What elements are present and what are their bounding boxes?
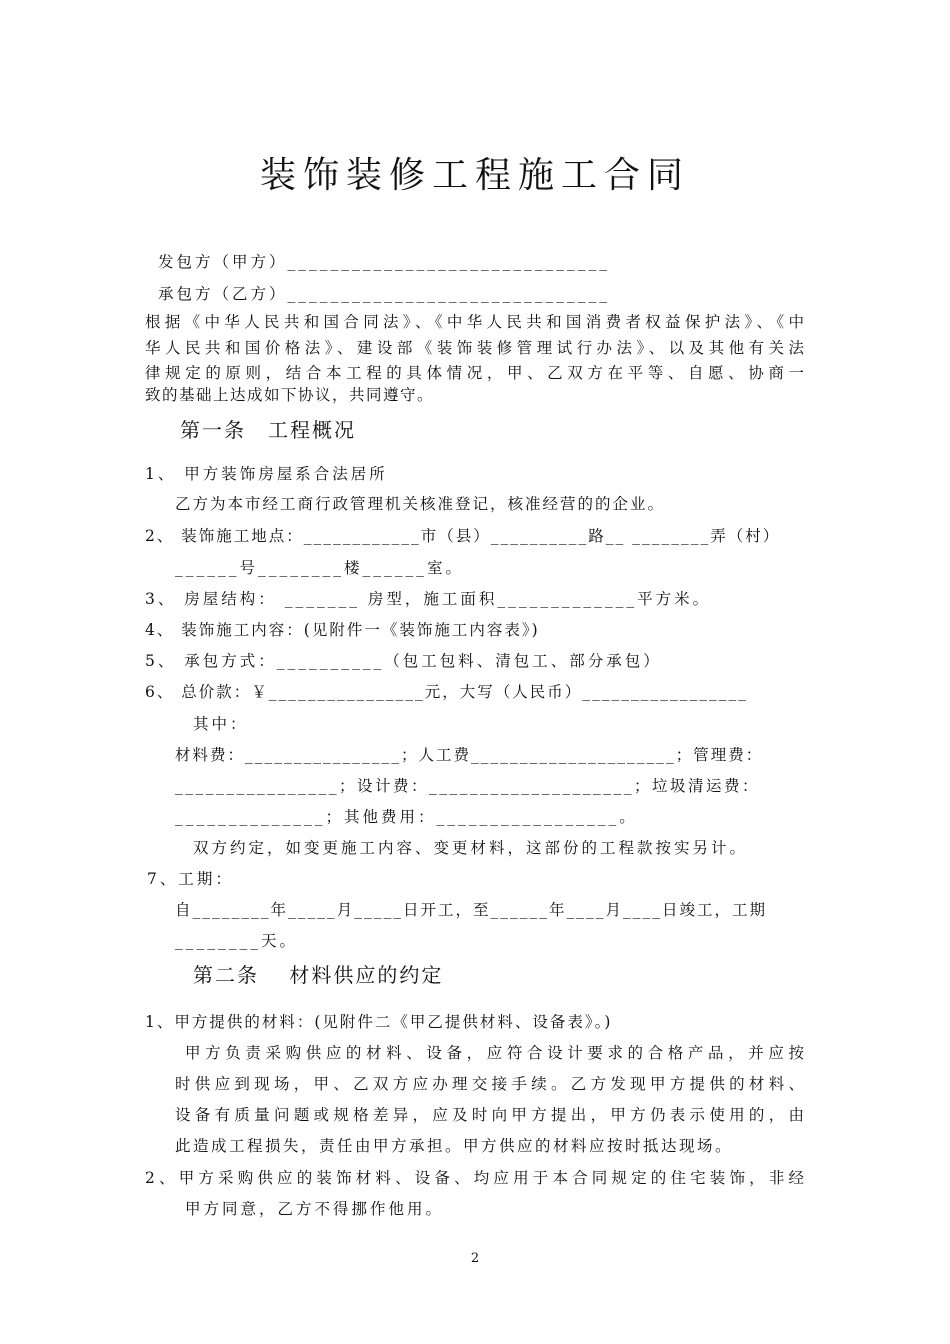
article-1-item-6-sub: 其中： (193, 715, 249, 733)
fees-line-2: ________________；设计费：____________________；垃圾清运费： (175, 777, 761, 795)
article-1-item-4: 4、 装饰施工内容：(见附件一《装饰施工内容表》) (145, 621, 540, 639)
fees-line-1: 材料费：________________；人工费_____________________；管理费： (175, 746, 764, 764)
preamble-line-1: 根据《中华人民共和国合同法》、《中华人民共和国消费者权益保护法》、《中 (145, 313, 805, 331)
article-2-item-1: 1、甲方提供的材料：(见附件二《甲乙提供材料、设备表》。) (145, 1013, 613, 1031)
article-2-item-1-body-1: 甲方负责采购供应的材料、设备，应符合设计要求的合格产品，并应按 (185, 1044, 805, 1062)
preamble-line-4: 致的基础上达成如下协议，共同遵守。 (145, 386, 435, 404)
document-title: 装饰装修工程施工合同 (259, 155, 690, 196)
article-1-item-6: 6、 总价款：￥________________元，大写（人民币）_________________ (145, 683, 749, 701)
article-2-item-2-line-2: 甲方同意，乙方不得挪作他用。 (185, 1200, 445, 1218)
period-line-1: 自________年_____月_____日开工，至______年____月____日竣工，工期 (175, 901, 768, 919)
page-number: 2 (470, 1251, 480, 1266)
preamble-line-3: 律规定的原则，结合本工程的具体情况，甲、乙双方在平等、自愿、协商一 (145, 364, 805, 382)
party-a-line: 发包方（甲方）______________________________ (158, 253, 611, 271)
article-1-item-2-line-2: ______号________楼______室。 (175, 559, 465, 577)
article-1-item-7: 7、工期： (147, 870, 234, 888)
party-b-line: 承包方（乙方）______________________________ (158, 285, 611, 303)
article-1-item-3: 3、 房屋结构： _______ 房型，施工面积_____________平方米。 (145, 590, 712, 608)
article-2-item-1-body-4: 此造成工程损失，责任由甲方承担。甲方供应的材料应按时抵达现场。 (175, 1137, 734, 1155)
article-2-item-2-line-1: 2、甲方采购供应的装饰材料、设备、均应用于本合同规定的住宅装饰，非经 (145, 1169, 805, 1187)
period-line-2: ________天。 (175, 932, 299, 950)
article-1-item-1: 1、 甲方装饰房屋系合法居所 (145, 465, 388, 483)
article-1-item-2-line-1: 2、 装饰施工地点：____________市（县）__________路__ ________弄（村） (145, 527, 781, 545)
article-1-item-5: 5、 承包方式：__________（包工包料、清包工、部分承包） (145, 652, 662, 670)
article-1-heading: 第一条 工程概况 (180, 418, 356, 442)
article-2-heading: 第二条 材料供应的约定 (193, 963, 444, 987)
change-note: 双方约定，如变更施工内容、变更材料，这部份的工程款按实另计。 (193, 839, 749, 857)
article-2-item-1-body-3: 设备有质量问题或规格差异，应及时向甲方提出，甲方仍表示使用的，由 (175, 1106, 805, 1124)
article-2-item-1-body-2: 时供应到现场，甲、乙双方应办理交接手续。乙方发现甲方提供的材料、 (175, 1075, 805, 1093)
article-1-item-1-note: 乙方为本市经工商行政管理机关核准登记，核准经营的的企业。 (175, 495, 666, 513)
preamble-line-2: 华人民共和国价格法》、建设部《装饰装修管理试行办法》、以及其他有关法 (145, 339, 805, 357)
fees-line-3: ______________；其他费用：_________________。 (175, 808, 638, 826)
